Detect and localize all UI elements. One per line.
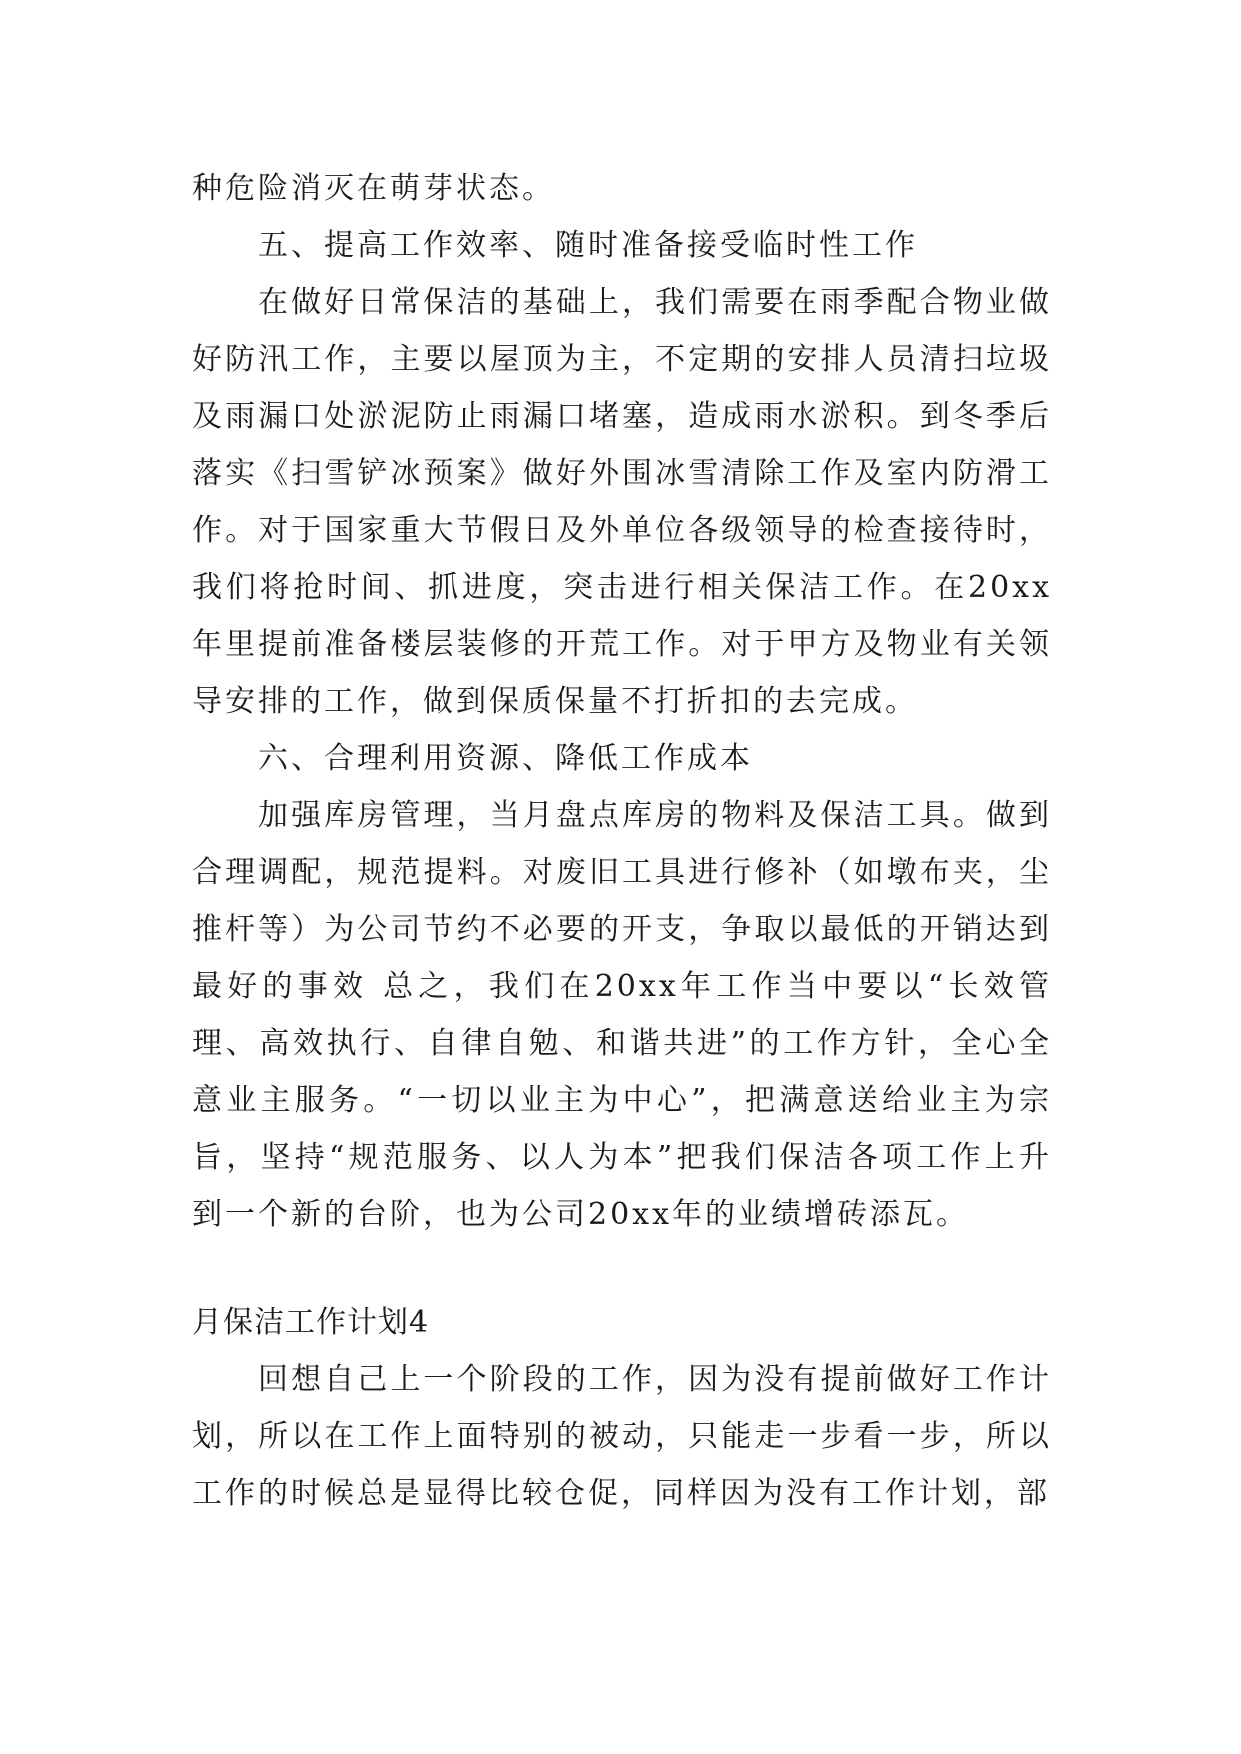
section-body-5: 在做好日常保洁的基础上，我们需要在雨季配合物业做好防汛工作，主要以屋顶为主，不定期的安排人员清扫垃圾及雨漏口处淤泥防止雨漏口堵塞，造成雨水淤积。到冬季后落实《扫雪铲冰预案》做好外围冰雪清除工作及室内防滑工作。对于国家重大节假日及外单位各级领导的检查接待时，我们将抢时间、抓进度，突击进行相关保洁工作。在20xx年里提前准备楼层装修的开荒工作。对于甲方及物业有关领导安排的工作，做到保质保量不打折扣的去完成。	[192, 285, 1052, 719]
paragraph-continuation: 种危险消灭在萌芽状态。	[192, 171, 555, 206]
section-heading-5: 五、提高工作效率、随时准备接受临时性工作	[258, 228, 918, 263]
section-heading-6: 六、合理利用资源、降低工作成本	[258, 741, 753, 776]
section-body-6: 加强库房管理，当月盘点库房的物料及保洁工具。做到合理调配，规范提料。对废旧工具进行修补（如墩布夹，尘推杆等）为公司节约不必要的开支，争取以最低的开销达到最好的事效 总之，我们在20xx年工作当中要以“长效管理、高效执行、自律自勉、和谐共进”的工作方针，全心全意业主服务。“一切以业主为中心”，把满意送给业主为宗旨，坚持“规范服务、以人为本”把我们保洁各项工作上升到一个新的台阶，也为公司20xx年的业绩增砖添瓦。	[192, 798, 1052, 1232]
document-body	[192, 160, 1052, 1522]
plan-4-title: 月保洁工作计划4	[192, 1305, 430, 1340]
plan-4-body: 回想自己上一个阶段的工作，因为没有提前做好工作计划，所以在工作上面特别的被动，只能走一步看一步，所以工作的时候总是显得比较仓促，同样因为没有工作计划，部	[192, 1362, 1052, 1511]
